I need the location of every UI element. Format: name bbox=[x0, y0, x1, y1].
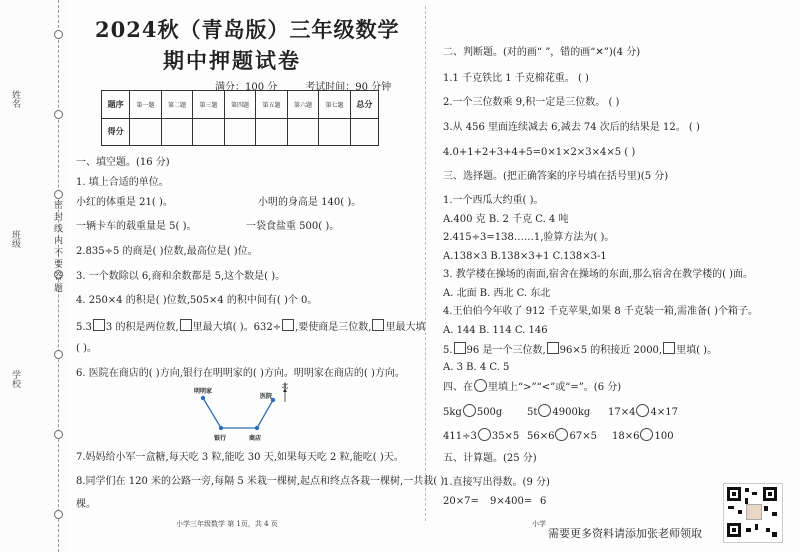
page-title: 2024秋（青岛版）三年级数学 bbox=[95, 17, 400, 42]
compare-circle[interactable] bbox=[555, 428, 568, 441]
question: 2.一个三位数乘 9,积一定是三位数。 ( ) bbox=[443, 97, 620, 108]
field-name: 姓名 bbox=[10, 90, 20, 108]
answer-box bbox=[93, 319, 105, 331]
question: 一袋食盐重 500( )。 bbox=[246, 221, 340, 232]
answer-box bbox=[372, 319, 384, 331]
binding-hole bbox=[54, 110, 63, 119]
question: 4.王伯伯今年收了 912 千克苹果,如果 8 千克装一箱,需准备( )个箱子。 bbox=[443, 306, 759, 317]
binding-strip bbox=[0, 0, 66, 552]
question: 1.直接写出得数。(9 分) bbox=[443, 477, 550, 488]
score-total-label: 总分 bbox=[350, 91, 378, 119]
answer-box bbox=[180, 319, 192, 331]
score-col: 第三题 bbox=[193, 91, 225, 119]
question: 8.同学们在 120 米的公路一旁,每隔 5 米栽一棵树,起点和终点各栽一棵树,一共栽( ) bbox=[76, 476, 445, 487]
question: 1.1 千克铁比 1 千克棉花重。 ( ) bbox=[443, 73, 589, 84]
question: 小红的体重是 21( )。 bbox=[76, 197, 173, 208]
score-col: 第二题 bbox=[161, 91, 193, 119]
answer-box bbox=[663, 342, 675, 354]
binding-hole bbox=[54, 510, 63, 519]
question: 棵。 bbox=[76, 499, 96, 510]
score-cell[interactable] bbox=[161, 118, 193, 146]
calc-item: 20×7= bbox=[443, 496, 479, 507]
score-cell[interactable] bbox=[287, 118, 319, 146]
section-heading: 一、填空题。(16 分) bbox=[76, 157, 170, 168]
map-label-mingming: 明明家 bbox=[194, 388, 213, 395]
score-cell[interactable] bbox=[193, 118, 225, 146]
question: 一辆卡车的载重量是 5( )。 bbox=[76, 221, 197, 232]
binding-notice: 密 封 线 内 不 要 答 题 bbox=[52, 200, 62, 293]
options: A. 3 B. 4 C. 5 bbox=[443, 362, 510, 373]
answer-box bbox=[547, 342, 559, 354]
options: A. 北面 B. 西北 C. 东北 bbox=[443, 288, 551, 299]
score-col: 第五题 bbox=[256, 91, 288, 119]
promo-text: 需要更多资料请添加张老师领取 bbox=[548, 527, 702, 540]
compare-item: 18×6 100 bbox=[612, 428, 674, 444]
map-label-bank: 银行 bbox=[214, 435, 227, 442]
binding-hole bbox=[54, 430, 63, 439]
compare-item: 56×6 67×5 bbox=[527, 428, 597, 444]
score-table bbox=[101, 90, 379, 146]
compare-item: 17×4 4×17 bbox=[608, 404, 678, 420]
question: 5.3 3 的积是两位数, 里最大填( )。632÷ ,要使商是三位数, 里最大填 bbox=[76, 319, 425, 335]
page-subtitle: 期中押题试卷 bbox=[163, 48, 301, 73]
question: 3.从 456 里面连续减去 6,减去 74 次后的结果是 12。 ( ) bbox=[443, 122, 700, 133]
options: A.400 克 B. 2 千克 C. 4 吨 bbox=[443, 214, 569, 225]
question: 6. 医院在商店的( )方向,银行在明明家的( )方向。明明家在商店的( )方向。 bbox=[76, 368, 405, 379]
map-label-hospital: 医院 bbox=[260, 393, 273, 400]
section-heading: 四、在 里填上“>”“<”或“=”。(6 分) bbox=[443, 379, 621, 395]
field-school: 学校 bbox=[10, 370, 20, 388]
section-heading: 二、判断题。(对的画“ ”，错的画“✕”)(4 分) bbox=[443, 47, 641, 58]
score-cell[interactable] bbox=[319, 118, 351, 146]
question: 1.一个西瓜大约重( )。 bbox=[443, 195, 544, 206]
compare-circle[interactable] bbox=[478, 428, 491, 441]
question: 小明的身高是 140( )。 bbox=[258, 197, 362, 208]
field-class: 班级 bbox=[10, 230, 20, 248]
answer-box bbox=[282, 319, 294, 331]
column-divider bbox=[425, 6, 426, 521]
binding-hole bbox=[54, 190, 63, 199]
score-cell[interactable] bbox=[130, 118, 162, 146]
score-col: 第六题 bbox=[287, 91, 319, 119]
calc-item: 6 bbox=[540, 496, 547, 507]
page-footer: 小学三年级数学 第 1页，共 4 页 bbox=[176, 520, 278, 528]
score-col: 第一题 bbox=[130, 91, 162, 119]
options: A. 144 B. 114 C. 146 bbox=[443, 325, 548, 336]
binding-hole bbox=[54, 30, 63, 39]
question: 4.0+1+2+3+4+5=0×1×2×3×4×5 ( ) bbox=[443, 147, 636, 158]
compare-item: 411÷3 35×5 bbox=[443, 428, 519, 444]
compare-circle[interactable] bbox=[538, 404, 551, 417]
compare-circle bbox=[474, 379, 487, 392]
compare-item: 5t 4900kg bbox=[527, 404, 590, 420]
score-col: 第四题 bbox=[224, 91, 256, 119]
compare-circle[interactable] bbox=[463, 404, 476, 417]
score-cell[interactable] bbox=[350, 118, 378, 146]
full-score: 满分：100 分 bbox=[215, 82, 278, 93]
question: 4. 250×4 的积是( )位数,505×4 的积中间有( )个 0。 bbox=[76, 295, 318, 306]
question: 2.415÷3=138……1,验算方法为( )。 bbox=[443, 232, 615, 243]
map-label-store: 商店 bbox=[249, 435, 262, 442]
question: 5. 96 是一个三位数, 96×5 的积接近 2000, 里填( )。 bbox=[443, 342, 717, 358]
answer-box bbox=[454, 342, 466, 354]
question: 7.妈妈给小军一盒糖,每天吃 3 粒,能吃 30 天,如果每天吃 2 粒,能吃( )天。 bbox=[76, 452, 404, 463]
question: 2.835÷5 的商是( )位数,最高位是( )位。 bbox=[76, 246, 258, 257]
question: 3. 一个数除以 6,商和余数都是 5,这个数是( )。 bbox=[76, 271, 286, 282]
page-footer: 小学 bbox=[532, 520, 546, 528]
options: A.138×3 B.138×3+1 C.138×3-1 bbox=[443, 251, 607, 262]
question: 3. 教学楼在操场的南面,宿舍在操场的东面,那么宿舍在教学楼的( )面。 bbox=[443, 269, 754, 280]
section-heading: 五、计算题。(25 分) bbox=[443, 453, 537, 464]
compare-circle[interactable] bbox=[640, 428, 653, 441]
score-header-label: 题序 bbox=[102, 91, 130, 119]
score-cell[interactable] bbox=[224, 118, 256, 146]
exam-time: 考试时间：90 分钟 bbox=[305, 82, 392, 93]
direction-map bbox=[185, 383, 295, 444]
map-label-north: 北 bbox=[282, 383, 289, 390]
score-cell[interactable] bbox=[256, 118, 288, 146]
calc-item: 9×400= bbox=[490, 496, 533, 507]
score-row-label: 得分 bbox=[102, 118, 130, 146]
score-col: 第七题 bbox=[319, 91, 351, 119]
binding-hole bbox=[54, 350, 63, 359]
compare-item: 5kg 500g bbox=[443, 404, 502, 420]
qr-code-icon[interactable] bbox=[723, 483, 783, 543]
section-heading: 三、选择题。(把正确答案的序号填在括号里)(5 分) bbox=[443, 171, 669, 182]
compare-circle[interactable] bbox=[636, 404, 649, 417]
question: 1. 填上合适的单位。 bbox=[76, 177, 169, 188]
question: ( )。 bbox=[76, 343, 97, 354]
